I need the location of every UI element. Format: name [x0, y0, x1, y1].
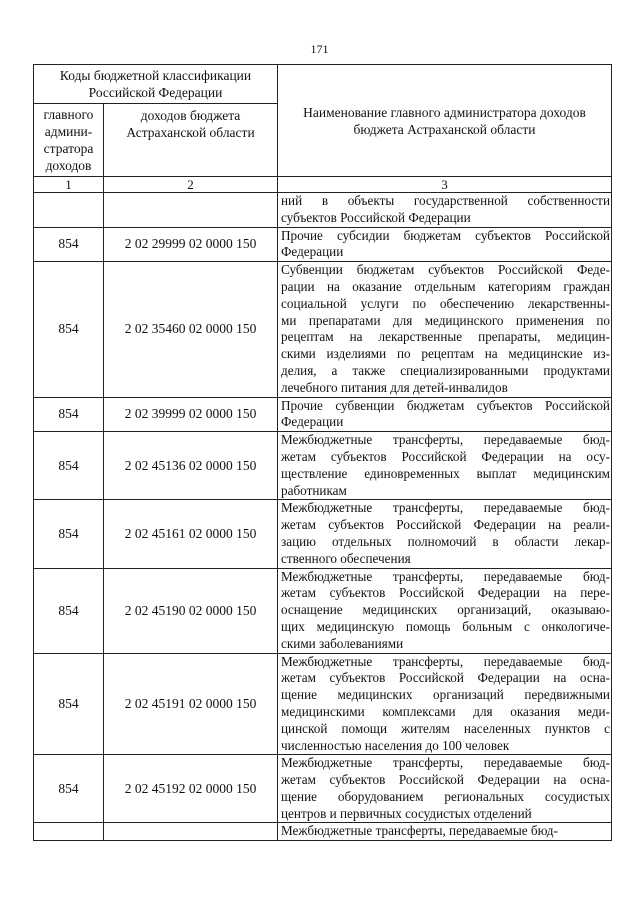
- description-line: зацию отдельных полномочий в области лекар-: [281, 533, 610, 549]
- budget-classification-table: [33, 64, 612, 841]
- income-code-cell: 2 02 45161 02 0000 150: [104, 500, 278, 568]
- name-header-line: Наименование главного администратора доходов: [303, 104, 586, 120]
- page-number: 171: [310, 42, 329, 56]
- description-cell: [278, 823, 612, 841]
- group-title-line: Российской Федерации: [88, 85, 223, 100]
- description-cell: [278, 193, 612, 228]
- description-cell: [278, 262, 612, 397]
- admin-code-cell: 854: [34, 568, 104, 653]
- description-line: жетам субъектов Российской Федерации на осна-: [281, 772, 610, 788]
- income-code-cell: 2 02 29999 02 0000 150: [104, 227, 278, 262]
- description-line: скими заболеваниями: [281, 635, 404, 651]
- description-cell: [278, 755, 612, 823]
- description-cell: [278, 653, 612, 755]
- table-row: [34, 193, 612, 228]
- admin-code-cell: 854: [34, 500, 104, 568]
- description-line: Межбюджетные трансферты, передаваемые бюд-: [281, 568, 610, 584]
- income-code-cell: [104, 823, 278, 841]
- table-row: [34, 397, 612, 432]
- description-line: цинской помощи жителям населенных пунктов с: [281, 720, 610, 736]
- income-code-cell: 2 02 39999 02 0000 150: [104, 397, 278, 432]
- description-line: жетам субъектов Российской Федерации на осу-: [281, 448, 610, 464]
- admin-code-cell: [34, 193, 104, 228]
- income-code-cell: 2 02 45190 02 0000 150: [104, 568, 278, 653]
- description-line: ществление единовременных выплат медицинским: [281, 465, 610, 481]
- description-line: Субвенции бюджетам субъектов Российской Феде-: [281, 262, 610, 278]
- admin-code-cell: 854: [34, 653, 104, 755]
- admin-header-line: доходов: [45, 158, 92, 173]
- admin-code-cell: [34, 823, 104, 841]
- description-line: Федерации: [281, 414, 344, 430]
- description-line: оснащение медицинских организаций, оказываю-: [281, 602, 610, 618]
- description-line: рации на оказание отдельным категориям граждан: [281, 278, 610, 294]
- description-line: субъектов Российской Федерации: [281, 209, 471, 225]
- description-cell: [278, 500, 612, 568]
- table-row: [34, 653, 612, 755]
- column-name-header: [278, 65, 612, 177]
- table-row: [34, 500, 612, 568]
- column-number: 2: [104, 177, 278, 193]
- name-header-line: бюджета Астраханской области: [353, 121, 536, 137]
- description-line: жетам субъектов Российской Федерации на осна-: [281, 670, 610, 686]
- column-number: 1: [34, 177, 104, 193]
- table-row: [34, 568, 612, 653]
- description-line: щение оборудованием региональных сосудистых: [281, 788, 610, 804]
- group-title-line: Коды бюджетной классификации: [59, 68, 252, 83]
- description-line: Межбюджетные трансферты, передаваемые бюд-: [281, 823, 558, 839]
- income-code-cell: 2 02 45136 02 0000 150: [104, 432, 278, 500]
- description-line: Межбюджетные трансферты, передаваемые бюд-: [281, 653, 610, 669]
- column-admin-header: [34, 104, 104, 177]
- description-line: Прочие субвенции бюджетам субъектов Российской: [281, 397, 610, 413]
- admin-header-line: главного: [43, 107, 94, 122]
- description-line: центров и первичных сосудистых отделений: [281, 805, 532, 821]
- header-row-group: [34, 65, 612, 104]
- admin-code-cell: 854: [34, 755, 104, 823]
- income-code-cell: 2 02 35460 02 0000 150: [104, 262, 278, 397]
- description-line: жетам субъектов Российской Федерации на пере-: [281, 585, 610, 601]
- table-row: [34, 755, 612, 823]
- table-row: [34, 262, 612, 397]
- column-number-row: [34, 177, 612, 193]
- description-line: делия, а также специализированными продуктами: [281, 362, 610, 378]
- description-line: щение медицинских организаций передвижными: [281, 687, 610, 703]
- description-cell: [278, 397, 612, 432]
- column-income-header: [104, 104, 278, 177]
- description-line: работникам: [281, 482, 347, 498]
- description-line: Межбюджетные трансферты, передаваемые бюд-: [281, 755, 610, 771]
- description-line: рецептам на лекарственные препараты, медицин-: [281, 329, 610, 345]
- admin-code-cell: 854: [34, 397, 104, 432]
- description-line: Федерации: [281, 244, 344, 260]
- income-code-cell: 2 02 45191 02 0000 150: [104, 653, 278, 755]
- description-line: жетам субъектов Российской Федерации на реали-: [281, 517, 610, 533]
- description-line: ственного обеспечения: [281, 550, 411, 566]
- description-line: социальной услуги по обеспечению лекарственны-: [281, 295, 610, 311]
- description-line: ми препаратами для медицинского применения по: [281, 312, 610, 328]
- description-line: Межбюджетные трансферты, передаваемые бюд-: [281, 500, 610, 516]
- income-code-cell: 2 02 45192 02 0000 150: [104, 755, 278, 823]
- description-line: скими изделиями по рецептам на медицинские из-: [281, 346, 610, 362]
- table-row: [34, 432, 612, 500]
- admin-header-line: админи-: [44, 124, 93, 139]
- description-line: лечебного питания для детей-инвалидов: [281, 379, 508, 395]
- income-header-line: Астраханской области: [126, 125, 255, 140]
- admin-code-cell: 854: [34, 432, 104, 500]
- table-row: [34, 227, 612, 262]
- description-line: Прочие субсидии бюджетам субъектов Российской: [281, 227, 610, 243]
- description-line: медицинскими комплексами для оказания меди-: [281, 703, 610, 719]
- description-cell: [278, 432, 612, 500]
- income-code-cell: [104, 193, 278, 228]
- description-line: численностью населения до 100 человек: [281, 737, 510, 753]
- group-title-cell: [34, 65, 278, 104]
- description-line: Межбюджетные трансферты, передаваемые бюд-: [281, 432, 610, 448]
- admin-code-cell: 854: [34, 262, 104, 397]
- description-cell: [278, 227, 612, 262]
- admin-code-cell: 854: [34, 227, 104, 262]
- table-body: [34, 193, 612, 841]
- table-row: [34, 823, 612, 841]
- admin-header-line: стратора: [43, 141, 94, 156]
- description-cell: [278, 568, 612, 653]
- income-header-line: доходов бюджета: [140, 108, 241, 123]
- description-line: ний в объекты государственной собственности: [281, 193, 610, 208]
- description-line: щих медицинскую помощь больным с онкологиче-: [281, 618, 610, 634]
- column-number: 3: [278, 177, 612, 193]
